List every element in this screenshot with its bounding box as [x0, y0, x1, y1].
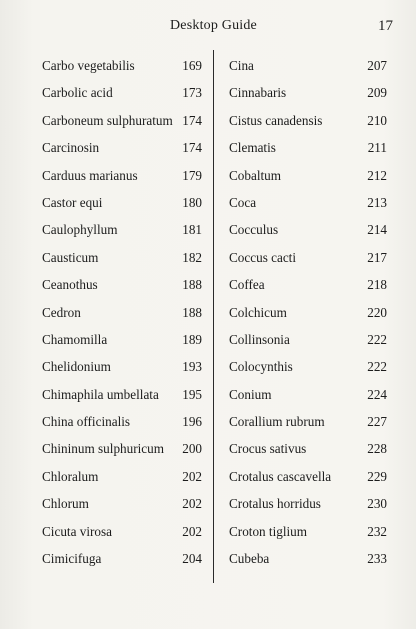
entry-page: 179 — [182, 167, 202, 183]
entry-page: 224 — [367, 386, 387, 402]
entry-page: 173 — [182, 85, 202, 101]
entry-page: 222 — [367, 359, 387, 375]
entry-page: 200 — [182, 441, 202, 457]
entry-term: Carduus marianus — [42, 167, 138, 183]
entry-page: 202 — [182, 496, 202, 512]
index-entry — [42, 329, 202, 356]
entry-page: 233 — [367, 551, 387, 567]
index-entry — [42, 219, 202, 246]
index-entry — [42, 411, 202, 438]
entry-page: 174 — [182, 112, 202, 128]
index-entry — [42, 55, 202, 82]
entry-term: Ceanothus — [42, 277, 98, 293]
entry-term: Chlorum — [42, 496, 89, 512]
index-entry — [229, 493, 387, 520]
entry-term: Cimicifuga — [42, 551, 102, 567]
entry-term: Chloralum — [42, 468, 99, 484]
entry-page: 227 — [367, 414, 387, 430]
index-entry — [42, 82, 202, 109]
entry-term: Cicuta virosa — [42, 523, 112, 539]
index-entry — [229, 411, 387, 438]
entry-term: Crotalus horridus — [229, 496, 321, 512]
entry-page: 204 — [182, 551, 202, 567]
entry-page: 217 — [367, 249, 387, 265]
entry-page: 209 — [367, 85, 387, 101]
index-entry — [229, 137, 387, 164]
running-head — [0, 18, 416, 40]
index-column-left — [42, 55, 202, 575]
entry-term: Cocculus — [229, 222, 279, 238]
index-entry — [42, 438, 202, 465]
index-column-right — [229, 55, 387, 575]
index-entry — [42, 165, 202, 192]
index-entry — [42, 548, 202, 575]
index-entry — [42, 274, 202, 301]
index-entry — [229, 274, 387, 301]
index-entry — [229, 521, 387, 548]
entry-term: Cubeba — [229, 551, 270, 567]
entry-term: Causticum — [42, 249, 99, 265]
index-entry — [229, 82, 387, 109]
entry-term: Cistus canadensis — [229, 112, 323, 128]
entry-page: 218 — [367, 277, 387, 293]
entry-page: 210 — [367, 112, 387, 128]
entry-term: Coccus cacti — [229, 249, 297, 265]
entry-page: 195 — [182, 386, 202, 402]
index-entry — [229, 466, 387, 493]
entry-page: 214 — [367, 222, 387, 238]
entry-page: 188 — [182, 277, 202, 293]
entry-page: 213 — [367, 194, 387, 210]
index-entry — [42, 384, 202, 411]
entry-page: 202 — [182, 468, 202, 484]
index-entry — [229, 438, 387, 465]
index-entry — [42, 521, 202, 548]
index-entry — [42, 247, 202, 274]
entry-page: 232 — [367, 523, 387, 539]
entry-term: Collinsonia — [229, 331, 290, 347]
entry-page: 207 — [367, 58, 387, 73]
entry-page: 222 — [367, 331, 387, 347]
entry-term: Conium — [229, 386, 272, 402]
index-entry — [229, 384, 387, 411]
entry-page: 211 — [367, 140, 387, 156]
entry-term: Colchicum — [229, 304, 287, 320]
entry-term: Cinnabaris — [229, 85, 287, 101]
entry-term: Chininum sulphuricum — [42, 441, 164, 457]
entry-term: Clematis — [229, 140, 276, 156]
entry-term: Carbo vegetabilis — [42, 58, 135, 73]
entry-term: Carbolic acid — [42, 85, 113, 101]
index-entry — [229, 247, 387, 274]
index-entry — [229, 329, 387, 356]
entry-page: 230 — [367, 496, 387, 512]
entry-page: 181 — [182, 222, 202, 238]
column-divider — [213, 50, 214, 583]
entry-page: 193 — [182, 359, 202, 375]
entry-term: Crocus sativus — [229, 441, 307, 457]
entry-term: Chamomilla — [42, 331, 108, 347]
entry-term: Cina — [229, 58, 254, 73]
entry-term: Crotalus cascavella — [229, 468, 332, 484]
entry-term: Colocynthis — [229, 359, 293, 375]
entry-term: Corallium rubrum — [229, 414, 325, 430]
entry-page: 188 — [182, 304, 202, 320]
entry-term: Croton tiglium — [229, 523, 308, 539]
entry-page: 212 — [367, 167, 387, 183]
index-entry — [42, 192, 202, 219]
index-entry — [229, 165, 387, 192]
entry-term: China officinalis — [42, 414, 131, 430]
entry-page: 189 — [182, 331, 202, 347]
index-entry — [42, 110, 202, 137]
entry-page: 196 — [182, 414, 202, 430]
index-entry — [229, 55, 387, 82]
entry-page: 220 — [367, 304, 387, 320]
entry-page: 228 — [367, 441, 387, 457]
entry-term: Chimaphila umbellata — [42, 386, 159, 402]
index-entry — [42, 137, 202, 164]
entry-term: Caulophyllum — [42, 222, 118, 238]
running-title: Desktop Guide — [170, 18, 257, 33]
entry-term: Cobaltum — [229, 167, 282, 183]
entry-term: Castor equi — [42, 194, 103, 210]
entry-term: Coca — [229, 194, 257, 210]
index-entry — [229, 192, 387, 219]
index-entry — [42, 466, 202, 493]
entry-term: Chelidonium — [42, 359, 111, 375]
index-entry — [42, 356, 202, 383]
entry-page: 174 — [182, 140, 202, 156]
entry-page: 180 — [182, 194, 202, 210]
entry-page: 169 — [182, 58, 202, 73]
index-entry — [42, 302, 202, 329]
entry-term: Carcinosin — [42, 140, 100, 156]
index-entry — [42, 493, 202, 520]
entry-page: 202 — [182, 523, 202, 539]
index-entry — [229, 356, 387, 383]
index-entry — [229, 219, 387, 246]
index-entry — [229, 110, 387, 137]
entry-page: 229 — [367, 468, 387, 484]
entry-term: Coffea — [229, 277, 265, 293]
entry-page: 182 — [182, 249, 202, 265]
page-number: 17 — [378, 18, 393, 34]
index-entry — [229, 548, 387, 575]
entry-term: Carboneum sulphuratum — [42, 112, 173, 128]
index-entry — [229, 302, 387, 329]
entry-term: Cedron — [42, 304, 81, 320]
